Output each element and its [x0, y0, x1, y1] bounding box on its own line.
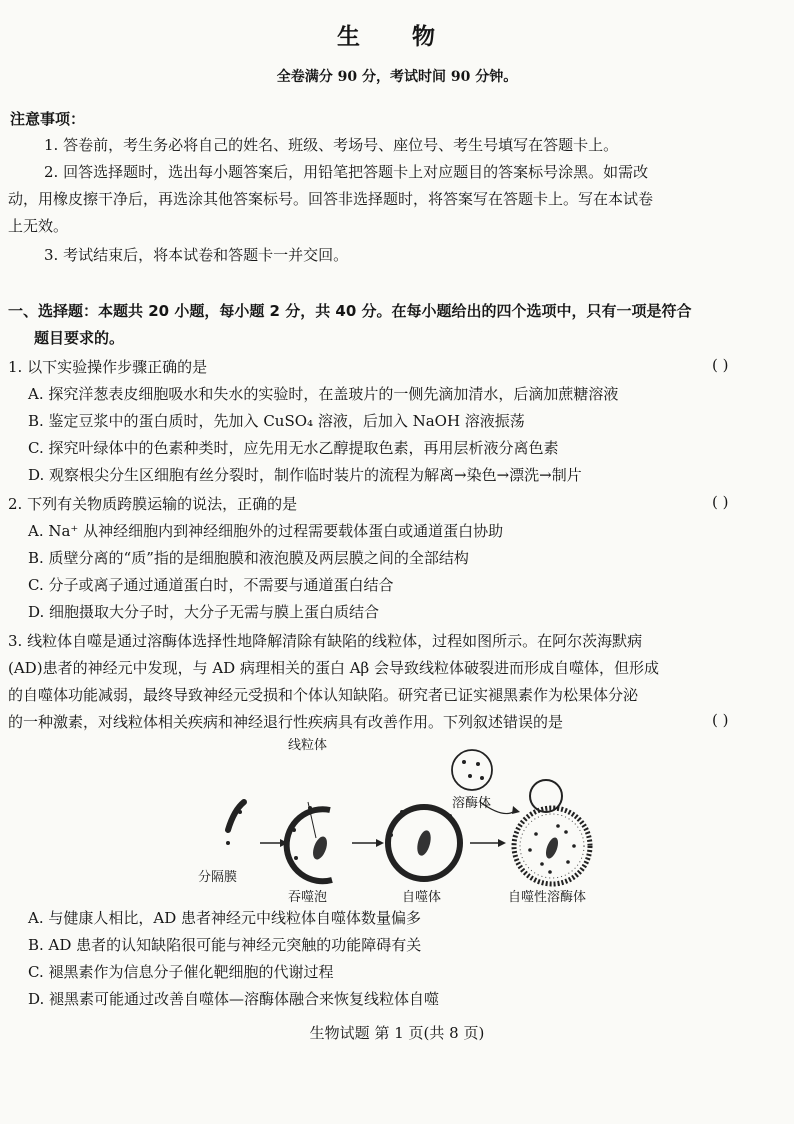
answer-parenthesis: ( ): [712, 493, 729, 511]
question-1-option-a: A. 探究洋葱表皮细胞吸水和失水的实验时，在盖玻片的一侧先滴加清水，后滴加蔗糖溶液: [28, 385, 619, 403]
section-heading-line: 题目要求的。: [34, 329, 125, 347]
label-autophagosome: 自噬体: [402, 890, 442, 905]
notice-item: 上无效。: [8, 217, 69, 235]
label-isolation-membrane: 分隔膜: [198, 870, 238, 885]
question-3-stem: (AD)患者的神经元中发现，与 AD 病理相关的蛋白 Aβ 会导致线粒体破裂进而形成自噬体，但形成: [8, 659, 660, 677]
question-2-stem: 2. 下列有关物质跨膜运输的说法，正确的是: [8, 495, 298, 513]
question-3-option-c: C. 褪黑素作为信息分子催化靶细胞的代谢过程: [28, 963, 334, 981]
label-phagophore: 吞噬泡: [288, 890, 328, 905]
lysosome-shape: [452, 750, 492, 790]
isolation-membrane-shape: [228, 802, 244, 830]
question-2-option-c: C. 分子或离子通过通道蛋白时，不需要与通道蛋白结合: [28, 576, 394, 594]
label-autolysosome: 自噬性溶酶体: [508, 890, 587, 905]
question-3-stem: 的一种激素，对线粒体相关疾病和神经退行性疾病具有改善作用。下列叙述错误的是: [8, 713, 564, 731]
mitophagy-diagram-svg: [180, 740, 620, 900]
notice-item: 1. 答卷前，考生务必将自己的姓名、班级、考场号、座位号、考生号填写在答题卡上。: [44, 136, 619, 154]
question-1-option-c: C. 探究叶绿体中的色素种类时，应先用无水乙醇提取色素，再用层析液分离色素: [28, 439, 559, 457]
question-1-option-b: B. 鉴定豆浆中的蛋白质时，先加入 CuSO₄ 溶液，后加入 NaOH 溶液振荡: [28, 412, 525, 430]
answer-parenthesis: ( ): [712, 356, 729, 374]
mitochondrion-shape: [415, 829, 433, 857]
notice-item: 2. 回答选择题时，选出每小题答案后，用铅笔把答题卡上对应题目的答案标号涂黑。如需改: [44, 163, 649, 181]
label-lysosome: 溶酶体: [452, 796, 492, 811]
question-2-option-b: B. 质壁分离的“质”指的是细胞膜和液泡膜及两层膜之间的全部结构: [28, 549, 469, 567]
notice-item: 动，用橡皮擦干净后，再选涂其他答案标号。回答非选择题时，将答案写在答题卡上。写在本试卷: [8, 190, 654, 208]
notice-item: 3. 考试结束后，将本试卷和答题卡一并交回。: [44, 246, 349, 264]
mitophagy-diagram: [180, 738, 620, 905]
question-1-option-d: D. 观察根尖分生区细胞有丝分裂时，制作临时装片的流程为解离→染色→漂洗→制片: [28, 466, 582, 484]
section-heading: [8, 298, 778, 352]
question-3-option-a: A. 与健康人相比，AD 患者神经元中线粒体自噬体数量偏多: [28, 909, 421, 927]
mitochondrion-shape: [310, 835, 329, 862]
label-mitochondrion: 线粒体: [288, 738, 328, 753]
exam-subtitle: 全卷满分 90 分，考试时间 90 分钟。: [276, 69, 518, 85]
page-title: 生 物: [336, 24, 457, 50]
question-2-option-a: A. Na⁺ 从神经细胞内到神经细胞外的过程需要载体蛋白或通道蛋白协助: [28, 522, 504, 540]
section-heading-line: 一、选择题：本题共 20 小题，每小题 2 分，共 40 分。在每小题给出的四个选项中，只有一项是符合: [8, 302, 692, 320]
question-3-option-b: B. AD 患者的认知缺陷很可能与神经元突触的功能障碍有关: [28, 936, 422, 954]
question-3-stem: 的自噬体功能减弱，最终导致神经元受损和个体认知缺陷。研究者已证实褪黑素作为松果体分泌: [8, 686, 639, 704]
answer-parenthesis: ( ): [712, 711, 729, 729]
question-1-stem: 1. 以下实验操作步骤正确的是: [8, 358, 208, 376]
question-3-stem: 3. 线粒体自噬是通过溶酶体选择性地降解清除有缺陷的线粒体，过程如图所示。在阿尔茨海默病: [8, 632, 643, 650]
page-footer: 生物试题 第 1 页(共 8 页): [309, 1024, 485, 1042]
question-3-option-d: D. 褪黑素可能通过改善自噬体—溶酶体融合来恢复线粒体自噬: [28, 990, 440, 1008]
notice-heading: 注意事项：: [10, 110, 86, 128]
question-2-option-d: D. 细胞摄取大分子时，大分子无需与膜上蛋白质结合: [28, 603, 380, 621]
